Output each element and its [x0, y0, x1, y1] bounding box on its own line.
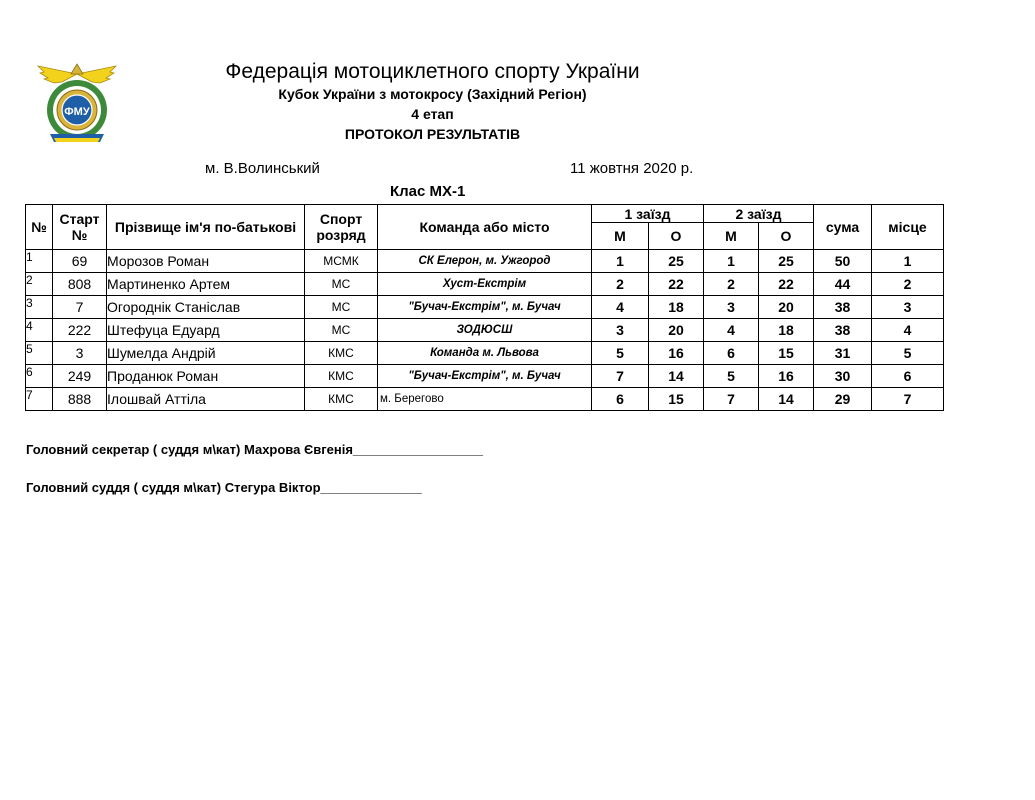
table-row [26, 342, 944, 365]
cell-start: 249 [53, 365, 107, 388]
cell-place: 6 [872, 365, 944, 388]
cell-team: "Бучач-Екстрім", м. Бучач [378, 365, 592, 388]
cell-rank: МС [305, 319, 378, 342]
cell-team: м. Берегово [378, 388, 592, 411]
cell-m1: 3 [592, 319, 649, 342]
cell-sum: 31 [814, 342, 872, 365]
cell-name: Ілошвай Аттіла [107, 388, 305, 411]
cell-num: 6 [26, 365, 53, 388]
cell-team: ЗОДЮСШ [378, 319, 592, 342]
event-city: м. В.Волинський [205, 160, 320, 177]
cell-num: 7 [26, 388, 53, 411]
header-race1-m: М [592, 223, 649, 250]
cell-team: СК Елерон, м. Ужгород [378, 250, 592, 273]
cell-o2: 20 [759, 296, 814, 319]
stage-title: 4 етап [411, 106, 454, 122]
cell-m2: 4 [704, 319, 759, 342]
header-race1-o: О [649, 223, 704, 250]
cell-place: 7 [872, 388, 944, 411]
cell-m2: 3 [704, 296, 759, 319]
cell-o2: 18 [759, 319, 814, 342]
header-rank: Спорт розряд [305, 205, 378, 250]
cell-place: 2 [872, 273, 944, 296]
svg-text:ФМУ: ФМУ [64, 106, 90, 118]
cell-num: 4 [26, 319, 53, 342]
cell-place: 4 [872, 319, 944, 342]
cell-o2: 22 [759, 273, 814, 296]
table-row [26, 365, 944, 388]
header-name: Прізвище ім'я по-батькові [107, 205, 305, 250]
judge-signature-line: Головний суддя ( суддя м\кат) Стегура Віктор______________ [26, 480, 422, 495]
cell-name: Огороднік Станіслав [107, 296, 305, 319]
cell-o1: 22 [649, 273, 704, 296]
event-date: 11 жовтня 2020 р. [570, 160, 694, 177]
cell-rank: МСМК [305, 250, 378, 273]
cell-o2: 25 [759, 250, 814, 273]
secretary-signature-line: Головний секретар ( суддя м\кат) Махрова Євгенія__________________ [26, 442, 484, 457]
cell-m2: 7 [704, 388, 759, 411]
cell-name: Проданюк Роман [107, 365, 305, 388]
header-sum: сума [814, 205, 872, 250]
cell-num: 2 [26, 273, 53, 296]
cell-sum: 50 [814, 250, 872, 273]
cell-o2: 15 [759, 342, 814, 365]
cell-team: Команда м. Львова [378, 342, 592, 365]
cell-num: 3 [26, 296, 53, 319]
cell-sum: 38 [814, 296, 872, 319]
cell-o1: 15 [649, 388, 704, 411]
cup-title: Кубок України з мотокросу (Західний Регіон) [278, 86, 587, 102]
cell-m1: 4 [592, 296, 649, 319]
cell-start: 69 [53, 250, 107, 273]
results-table [25, 204, 944, 411]
header-team: Команда або місто [378, 205, 592, 250]
cell-num: 1 [26, 250, 53, 273]
cell-start: 3 [53, 342, 107, 365]
cell-m1: 7 [592, 365, 649, 388]
cell-name: Морозов Роман [107, 250, 305, 273]
cell-m1: 1 [592, 250, 649, 273]
cell-rank: КМС [305, 388, 378, 411]
cell-rank: МС [305, 273, 378, 296]
header-race2: 2 заїзд [704, 205, 814, 223]
cell-sum: 38 [814, 319, 872, 342]
header-place: місце [872, 205, 944, 250]
cell-rank: КМС [305, 342, 378, 365]
table-row [26, 273, 944, 296]
cell-o1: 16 [649, 342, 704, 365]
cell-team: "Бучач-Екстрім", м. Бучач [378, 296, 592, 319]
cell-start: 7 [53, 296, 107, 319]
cell-name: Мартиненко Артем [107, 273, 305, 296]
cell-sum: 44 [814, 273, 872, 296]
cell-o1: 20 [649, 319, 704, 342]
cell-start: 808 [53, 273, 107, 296]
cell-m2: 2 [704, 273, 759, 296]
cell-m2: 1 [704, 250, 759, 273]
header-race1: 1 заїзд [592, 205, 704, 223]
cell-sum: 30 [814, 365, 872, 388]
table-row [26, 388, 944, 411]
cell-m1: 2 [592, 273, 649, 296]
cell-o1: 14 [649, 365, 704, 388]
table-row [26, 250, 944, 273]
cell-team: Хуст-Екстрім [378, 273, 592, 296]
cell-start: 888 [53, 388, 107, 411]
cell-num: 5 [26, 342, 53, 365]
race-class: Клас МХ-1 [390, 183, 466, 200]
federation-title: Федерація мотоциклетного спорту України [225, 60, 640, 83]
cell-rank: МС [305, 296, 378, 319]
table-row [26, 319, 944, 342]
cell-place: 3 [872, 296, 944, 319]
cell-start: 222 [53, 319, 107, 342]
cell-o1: 25 [649, 250, 704, 273]
cell-rank: КМС [305, 365, 378, 388]
cell-m1: 6 [592, 388, 649, 411]
cell-m2: 6 [704, 342, 759, 365]
cell-o1: 18 [649, 296, 704, 319]
cell-name: Шумелда Андрій [107, 342, 305, 365]
table-row [26, 296, 944, 319]
cell-o2: 16 [759, 365, 814, 388]
cell-place: 5 [872, 342, 944, 365]
protocol-title: ПРОТОКОЛ РЕЗУЛЬТАТІВ [344, 126, 521, 142]
header-start: Старт № [53, 205, 107, 250]
cell-m1: 5 [592, 342, 649, 365]
cell-place: 1 [872, 250, 944, 273]
cell-m2: 5 [704, 365, 759, 388]
header-race2-m: М [704, 223, 759, 250]
cell-name: Штефуца Едуард [107, 319, 305, 342]
cell-o2: 14 [759, 388, 814, 411]
header-race2-o: О [759, 223, 814, 250]
cell-sum: 29 [814, 388, 872, 411]
header-num: № [26, 205, 53, 250]
